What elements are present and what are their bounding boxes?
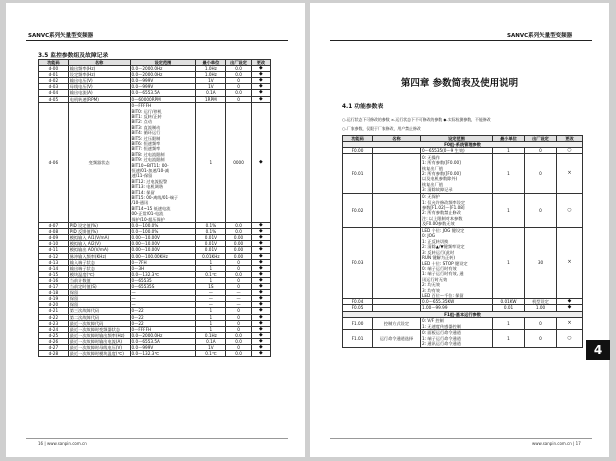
table-cell: 0.01V bbox=[196, 241, 226, 247]
table-cell: 0.0 bbox=[226, 223, 252, 229]
table-cell: 0: 无操作 1: 所有参数([F0.00] 恢复出厂值 2: 所有参数([F0.00] 以及电机参数除外) 恢复出厂值 3: 清除故障记录 bbox=[421, 154, 493, 193]
table-cell: F1.00 bbox=[343, 317, 373, 329]
table-cell: 1 bbox=[493, 148, 525, 154]
table-cell: 1 bbox=[493, 227, 525, 299]
table-cell: ○ bbox=[557, 148, 583, 154]
table-cell: 0 bbox=[226, 277, 252, 283]
table-cell: 母线电压(V) bbox=[68, 84, 130, 90]
column-header: 更改 bbox=[251, 60, 270, 66]
table-cell: ◆ bbox=[251, 326, 270, 332]
table-cell bbox=[373, 193, 421, 227]
table-cell: 0 bbox=[525, 329, 557, 347]
table-cell: F0.01 bbox=[343, 154, 373, 193]
table-cell: LED 个位: JOG 键设定 0: JOG 1: 正反转切换 2: 清除▲/▼键频率设定 3: 反转运行(此时 RUN 键解为正转) LED 十位: STOP 键设定 0: 端子运行时有效 1: 端子运行时有效, 通 讯运行时无效 2: 均无效 3: 均有效 LED 百位～千位: 保留 bbox=[421, 227, 493, 299]
table-cell: 1 bbox=[493, 317, 525, 329]
table-cell: 0.0～655.35KW bbox=[421, 299, 493, 305]
table-cell: ◆ bbox=[251, 235, 270, 241]
table-cell: d-00 bbox=[39, 66, 69, 72]
table-cell: 0～FFFFH BIT0: 运行/停机 BIT1: 反转/正转 BIT2: 点动 BIT3: 直流制动 BIT4: 循环运行 BIT5: 过压限制 BIT6: 恒速频率 BIT7: 恒速频率 BIT8: 过电流限制 BIT9: 过电流限制 BIT10~BIT11: 00- 恒速/01-加速/10-减 速/11-保留 BIT12: 过电流报警 BIT13: 电机调谐 BIT14: 保留 BIT15: 00-离线/01-端子 /10-通讯 BIT14~15 低速电流 00-正常/01-电流 保护/10-超压保护 bbox=[130, 102, 196, 222]
table-cell: 0.0 bbox=[226, 229, 252, 235]
table-cell: 输出端子状态 bbox=[68, 265, 130, 271]
column-header: 名称 bbox=[68, 60, 130, 66]
table-cell: 0.01KW bbox=[493, 299, 525, 305]
table-cell: — bbox=[196, 302, 226, 308]
table-cell bbox=[373, 227, 421, 299]
table-cell: 0 bbox=[226, 84, 252, 90]
function-param-table bbox=[342, 135, 583, 348]
table-cell: 1V bbox=[196, 78, 226, 84]
table-cell: d-02 bbox=[39, 78, 69, 84]
table-cell: ◆ bbox=[251, 90, 270, 96]
table-cell: ◆ bbox=[251, 102, 270, 222]
table-cell: 最近一次故障时输出电流(A) bbox=[68, 338, 130, 344]
table-cell: 0: 面板运行命令通道 1: 端子运行命令通道 2: 通讯运行命令通道 bbox=[421, 329, 493, 347]
table-cell: d-19 bbox=[39, 296, 69, 302]
table-cell: 1 bbox=[196, 259, 226, 265]
table-cell: 1 bbox=[493, 193, 525, 227]
table-cell: 1V bbox=[196, 84, 226, 90]
table-cell: ◆ bbox=[251, 302, 270, 308]
table-cell: 0.0～132.3℃ bbox=[130, 271, 196, 277]
table-cell: 0.00 bbox=[226, 253, 252, 259]
table-cell: d-07 bbox=[39, 223, 69, 229]
table-cell: 0～22 bbox=[130, 308, 196, 314]
table-cell: 1S bbox=[196, 284, 226, 290]
table-row bbox=[39, 229, 271, 235]
column-header: 功能码 bbox=[343, 136, 373, 142]
table-cell: 0 bbox=[525, 154, 557, 193]
table-row bbox=[39, 338, 271, 344]
table-cell: d-12 bbox=[39, 253, 69, 259]
table-cell: 变频器状态 bbox=[68, 102, 130, 222]
table-row bbox=[39, 235, 271, 241]
table-cell: 控制方式设定 bbox=[373, 317, 421, 329]
table-cell: ◆ bbox=[251, 259, 270, 265]
table-cell: ◆ bbox=[251, 265, 270, 271]
table-cell: ◆ bbox=[251, 314, 270, 320]
table-row bbox=[343, 193, 583, 227]
table-cell: 0.0 bbox=[226, 332, 252, 338]
table-cell: 输出电压(V) bbox=[68, 78, 130, 84]
table-cell: ◆ bbox=[251, 229, 270, 235]
table-cell: 当前计数值 bbox=[68, 277, 130, 283]
table-cell: 0 bbox=[226, 284, 252, 290]
table-cell: 1 bbox=[196, 308, 226, 314]
table-cell: 0 bbox=[226, 78, 252, 84]
table-cell: ◆ bbox=[251, 338, 270, 344]
table-cell: d-06 bbox=[39, 102, 69, 222]
table-row bbox=[39, 332, 271, 338]
table-cell: 1 bbox=[196, 102, 226, 222]
table-cell: 第二次故障代码 bbox=[68, 314, 130, 320]
left-page-footer: 16 | www.sanpin.com.cn bbox=[38, 441, 87, 446]
table-cell: 0.0 bbox=[226, 351, 252, 357]
table-cell: ◆ bbox=[251, 296, 270, 302]
table-cell: ◆ bbox=[557, 299, 583, 305]
table-cell: ◆ bbox=[251, 308, 270, 314]
table-row bbox=[39, 102, 271, 222]
table-row bbox=[343, 227, 583, 299]
column-header: 设定范围 bbox=[421, 136, 493, 142]
table-cell: d-17 bbox=[39, 284, 69, 290]
legend-line-1: ○-运行状态下可修改的参数 ×-运行状态下不可修改的参数 ◆-实际检测参数，不能修改 bbox=[342, 117, 491, 122]
table-cell: 0 bbox=[226, 308, 252, 314]
table-cell: ◆ bbox=[251, 84, 270, 90]
table-cell: 0.0 bbox=[226, 66, 252, 72]
table-cell: 0000 bbox=[226, 102, 252, 222]
table-cell: 最近一次故障代码 bbox=[68, 320, 130, 326]
table-cell: 0.1% bbox=[196, 229, 226, 235]
group-title: F1组-基本运行参数 bbox=[343, 311, 583, 317]
table-cell: 最近一次故障时母线电压(V) bbox=[68, 344, 130, 350]
table-cell: ◆ bbox=[251, 351, 270, 357]
column-header: 更改 bbox=[557, 136, 583, 142]
table-cell: 1 bbox=[196, 326, 226, 332]
table-cell: d-09 bbox=[39, 235, 69, 241]
table-cell: 0～65535(0～9 生效) bbox=[421, 148, 493, 154]
table-cell: d-24 bbox=[39, 326, 69, 332]
table-cell: ◆ bbox=[251, 247, 270, 253]
table-cell: 0～60000RPM bbox=[130, 96, 196, 102]
table-cell: 0.0～2000.0Hz bbox=[130, 66, 196, 72]
table-cell: d-22 bbox=[39, 314, 69, 320]
table-cell: 0.1A bbox=[196, 90, 226, 96]
header-rule bbox=[26, 40, 288, 41]
table-cell: — bbox=[226, 290, 252, 296]
table-cell: 0～22 bbox=[130, 314, 196, 320]
table-row bbox=[39, 223, 271, 229]
table-row bbox=[39, 241, 271, 247]
table-row bbox=[39, 90, 271, 96]
table-cell: 1 bbox=[196, 277, 226, 283]
table-cell: d-20 bbox=[39, 302, 69, 308]
table-cell: — bbox=[130, 302, 196, 308]
footer-rule bbox=[26, 438, 288, 439]
column-header: 出厂设定 bbox=[525, 136, 557, 142]
table-cell: 0.0 bbox=[226, 90, 252, 96]
table-cell: 模拟输出 AO(V/mA) bbox=[68, 247, 130, 253]
table-cell: 模块温度(℃) bbox=[68, 271, 130, 277]
table-cell: 1 bbox=[493, 329, 525, 347]
column-header: 名称 bbox=[373, 136, 421, 142]
table-cell: × bbox=[557, 227, 583, 299]
table-cell: 0.0～999V bbox=[130, 344, 196, 350]
table-cell: 0～22 bbox=[130, 320, 196, 326]
table-cell: d-14 bbox=[39, 265, 69, 271]
table-cell: 保留 bbox=[68, 302, 130, 308]
table-cell: ◆ bbox=[251, 96, 270, 102]
table-cell: 脉冲输入频率(KHz) bbox=[68, 253, 130, 259]
right-page bbox=[310, 3, 609, 457]
table-cell: 最近一次故障时变频器状态 bbox=[68, 326, 130, 332]
table-cell: d-25 bbox=[39, 332, 69, 338]
table-cell: 输出频率(Hz) bbox=[68, 66, 130, 72]
table-cell: ◆ bbox=[251, 253, 270, 259]
table-cell: d-15 bbox=[39, 271, 69, 277]
table-cell: 0 bbox=[525, 148, 557, 154]
section-title: 3.5 监控参数组及故障记录 bbox=[38, 53, 109, 59]
left-page-header: SANVC系列矢量型变频器 bbox=[28, 33, 94, 39]
table-cell: ◆ bbox=[251, 223, 270, 229]
table-cell: 0.0 bbox=[226, 72, 252, 78]
table-cell: 0.00 bbox=[226, 235, 252, 241]
table-cell: 最近一次故障时输出频率(Hz) bbox=[68, 332, 130, 338]
table-cell: ◆ bbox=[251, 290, 270, 296]
table-cell: — bbox=[130, 290, 196, 296]
table-cell: 0 bbox=[226, 320, 252, 326]
table-cell: 0 bbox=[525, 317, 557, 329]
table-cell: 0.01 bbox=[493, 305, 525, 311]
table-cell: d-05 bbox=[39, 96, 69, 102]
group-title: F0组-系统管理参数 bbox=[343, 142, 583, 148]
table-cell: ◆ bbox=[251, 72, 270, 78]
column-header: 最小单位 bbox=[196, 60, 226, 66]
table-row bbox=[39, 66, 271, 72]
table-cell: 0 bbox=[226, 265, 252, 271]
table-cell: 输出电流(A) bbox=[68, 90, 130, 96]
table-row bbox=[343, 317, 583, 329]
table-cell: F0.02 bbox=[343, 193, 373, 227]
table-cell: 0～3H bbox=[130, 265, 196, 271]
table-cell: F0.03 bbox=[343, 227, 373, 299]
table-cell: 0～FFFFH bbox=[130, 326, 196, 332]
table-cell: F0.04 bbox=[343, 299, 373, 305]
table-cell: d-28 bbox=[39, 351, 69, 357]
table-cell: ◆ bbox=[251, 277, 270, 283]
table-cell: ○ bbox=[557, 329, 583, 347]
table-cell: 0.0～132.3℃ bbox=[130, 351, 196, 357]
table-cell: ◆ bbox=[251, 284, 270, 290]
table-cell: 0 bbox=[226, 326, 252, 332]
table-cell: 0: V/F 控制 1: 无速度传感器控制 bbox=[421, 317, 493, 329]
table-cell: d-03 bbox=[39, 84, 69, 90]
table-cell: 0: 无保护 1: 仅允许修改频率设定 参数[F1.02]～[F1.08] 2: 所有参数禁止修改 注: 以上限制对本参数 及F0.00参数无效 bbox=[421, 193, 493, 227]
table-cell: 第三次故障代码 bbox=[68, 308, 130, 314]
table-cell: ○ bbox=[557, 193, 583, 227]
table-cell: d-11 bbox=[39, 247, 69, 253]
table-cell: 0.00～10.00V bbox=[130, 247, 196, 253]
table-cell: — bbox=[130, 296, 196, 302]
table-cell: 保留 bbox=[68, 296, 130, 302]
table-row bbox=[39, 351, 271, 357]
left-page bbox=[6, 3, 305, 457]
table-cell: ◆ bbox=[251, 78, 270, 84]
table-cell: d-08 bbox=[39, 229, 69, 235]
table-cell: 0.00 bbox=[226, 241, 252, 247]
table-cell: 0.1% bbox=[196, 223, 226, 229]
table-cell: 0.0～6553.5A bbox=[130, 338, 196, 344]
table-cell: — bbox=[226, 302, 252, 308]
table-cell: 0 bbox=[226, 96, 252, 102]
table-cell: 0.01V bbox=[196, 247, 226, 253]
table-cell: 0.0 bbox=[226, 338, 252, 344]
table-cell: 0.0～2000.0Hz bbox=[130, 72, 196, 78]
table-cell: 1 bbox=[493, 154, 525, 193]
table-cell: 30 bbox=[525, 227, 557, 299]
section-title: 4.1 功能参数表 bbox=[342, 104, 384, 110]
table-cell: 机型设定 bbox=[525, 299, 557, 305]
column-header: 设定范围 bbox=[130, 60, 196, 66]
table-cell: 模拟输入 AI1(V/mA) bbox=[68, 235, 130, 241]
table-row bbox=[343, 154, 583, 193]
table-cell: d-16 bbox=[39, 277, 69, 283]
table-cell: 运行命令通道选择 bbox=[373, 329, 421, 347]
table-cell: 电机转速(RPM) bbox=[68, 96, 130, 102]
header-rule bbox=[330, 40, 592, 41]
table-cell: 0.1℃ bbox=[196, 351, 226, 357]
table-cell: 1 bbox=[196, 314, 226, 320]
table-cell: d-10 bbox=[39, 241, 69, 247]
table-row bbox=[39, 271, 271, 277]
column-header: 最小单位 bbox=[493, 136, 525, 142]
table-cell: — bbox=[226, 296, 252, 302]
table-cell: d-13 bbox=[39, 259, 69, 265]
table-cell: — bbox=[196, 296, 226, 302]
table-cell: 0.01KHz bbox=[196, 253, 226, 259]
table-cell: — bbox=[196, 290, 226, 296]
table-cell: × bbox=[557, 317, 583, 329]
table-cell: 0.0 bbox=[226, 271, 252, 277]
column-header: 功能码 bbox=[39, 60, 69, 66]
table-cell: 0～65535 bbox=[130, 277, 196, 283]
table-cell: d-01 bbox=[39, 72, 69, 78]
table-row bbox=[39, 72, 271, 78]
chapter-side-tab: 4 bbox=[586, 340, 610, 360]
table-cell bbox=[373, 154, 421, 193]
table-cell: ◆ bbox=[251, 66, 270, 72]
table-cell: 1.00 bbox=[525, 305, 557, 311]
footer-rule bbox=[330, 438, 592, 439]
table-cell: F0.05 bbox=[343, 305, 373, 311]
table-cell: 0 bbox=[226, 344, 252, 350]
table-cell: d-23 bbox=[39, 320, 69, 326]
legend-line-2: ○-厂家参数，仅限于厂家修改，用户禁止修改 bbox=[342, 126, 421, 131]
right-page-footer: www.sanpin.com.cn | 17 bbox=[532, 441, 581, 446]
table-cell: 0.00～100.00KHz bbox=[130, 253, 196, 259]
table-cell: 0.1℃ bbox=[196, 271, 226, 277]
table-cell: 0.0～100.0% bbox=[130, 229, 196, 235]
table-cell: 1.0Hz bbox=[196, 66, 226, 72]
table-cell: 1RPM bbox=[196, 96, 226, 102]
table-cell: 输入端子状态 bbox=[68, 259, 130, 265]
table-cell: 最近一次故障时模块温度(℃) bbox=[68, 351, 130, 357]
table-cell: ◆ bbox=[251, 271, 270, 277]
table-cell: F1.01 bbox=[343, 329, 373, 347]
table-cell: 当前定时值(S) bbox=[68, 284, 130, 290]
table-cell: d-21 bbox=[39, 308, 69, 314]
table-cell: d-27 bbox=[39, 344, 69, 350]
table-cell: 0.0～999V bbox=[130, 84, 196, 90]
table-cell: 设定频率(Hz) bbox=[68, 72, 130, 78]
table-row bbox=[343, 329, 583, 347]
table-cell: 0 bbox=[525, 193, 557, 227]
table-cell: 0.0～2000.0Hz bbox=[130, 332, 196, 338]
table-cell: 0～65535S bbox=[130, 284, 196, 290]
chapter-title: 第四章 参数简表及使用说明 bbox=[400, 78, 519, 89]
table-cell: × bbox=[557, 154, 583, 193]
table-cell: d-26 bbox=[39, 338, 69, 344]
table-cell: PID 反馈值(%) bbox=[68, 229, 130, 235]
table-cell: 0.1Hz bbox=[196, 332, 226, 338]
table-cell: 0.0～6553.5A bbox=[130, 90, 196, 96]
table-cell: 1 bbox=[196, 320, 226, 326]
table-cell: 0～7FH bbox=[130, 259, 196, 265]
table-cell: 0.00 bbox=[226, 247, 252, 253]
table-cell: 0.1A bbox=[196, 338, 226, 344]
monitor-param-table bbox=[38, 59, 271, 357]
table-cell: 0 bbox=[226, 259, 252, 265]
table-row bbox=[39, 247, 271, 253]
table-cell: d-18 bbox=[39, 290, 69, 296]
table-cell: d-04 bbox=[39, 90, 69, 96]
table-cell: 1.0Hz bbox=[196, 72, 226, 78]
table-cell: ◆ bbox=[251, 241, 270, 247]
table-cell: 模拟输入 AI2(V) bbox=[68, 241, 130, 247]
table-cell: 0.00～10.00V bbox=[130, 241, 196, 247]
table-cell: 1V bbox=[196, 344, 226, 350]
table-cell: ◆ bbox=[251, 344, 270, 350]
table-cell: 0.0～999V bbox=[130, 78, 196, 84]
table-cell: ◆ bbox=[251, 332, 270, 338]
table-cell: 0.0～100.0% bbox=[130, 223, 196, 229]
table-cell: 0.00～10.00V bbox=[130, 235, 196, 241]
table-cell: 0 bbox=[226, 314, 252, 320]
column-header: 出厂设定 bbox=[226, 60, 252, 66]
table-row bbox=[39, 253, 271, 259]
table-cell: 保留 bbox=[68, 290, 130, 296]
right-page-header: SANVC系列矢量型变频器 bbox=[507, 33, 573, 39]
table-cell: 1 bbox=[196, 265, 226, 271]
table-cell: F0.00 bbox=[343, 148, 373, 154]
table-cell: 1.00～99.99 bbox=[421, 305, 493, 311]
table-cell: ◆ bbox=[557, 305, 583, 311]
table-cell: 0.01V bbox=[196, 235, 226, 241]
table-cell: PID 设定值(%) bbox=[68, 223, 130, 229]
table-cell: ◆ bbox=[251, 320, 270, 326]
